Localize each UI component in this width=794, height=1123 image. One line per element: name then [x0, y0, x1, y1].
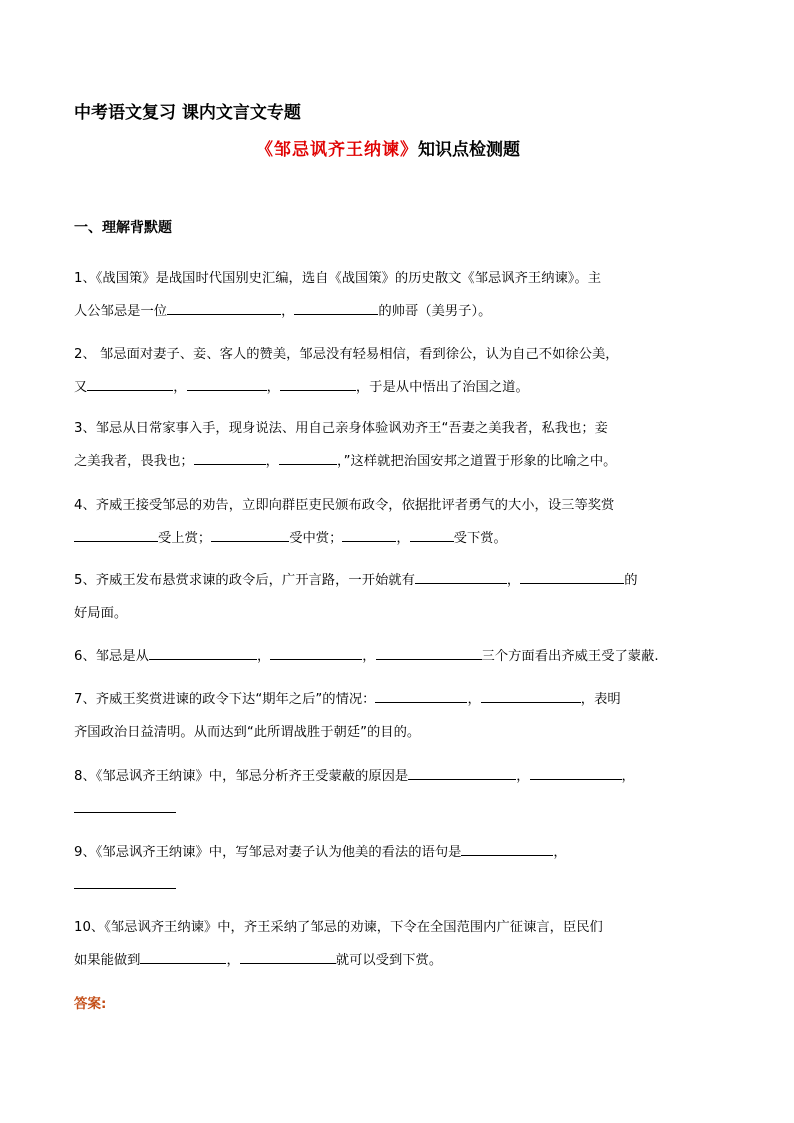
question-3-line-2: 之美我者，畏我也； ， ，”这样就把治国安邦之道置于形象的比喻之中。	[74, 445, 734, 478]
question-5-line-2: 好局面。	[74, 606, 128, 621]
answer-blank[interactable]	[74, 875, 176, 889]
answer-blank[interactable]	[187, 377, 267, 391]
question-8	[74, 760, 734, 826]
answer-blank[interactable]	[149, 646, 257, 660]
question-10-line-1: 10、《邹忌讽齐王纳谏》中，齐王采纳了邹忌的劝谏，下令在全国范围内广征谏言，臣民们	[74, 920, 603, 935]
question-3-line-1: 3、邹忌从日常家事入手，现身说法、用自己亲身体验讽劝齐王“吾妻之美我者，私我也；妾	[74, 421, 608, 436]
question-1	[74, 262, 734, 328]
question-5-line-1: 5、齐威王发布悬赏求谏的政令后，广开言路，一开始就有 ， 的	[74, 564, 734, 597]
answer-blank[interactable]	[74, 799, 176, 813]
answer-blank[interactable]	[167, 301, 281, 315]
question-2	[74, 338, 734, 404]
answer-blank[interactable]	[342, 528, 396, 542]
question-1-line-1: 1、《战国策》是战国时代国别史汇编，选自《战国策》的历史散文《邹忌讽齐王纳谏》。主	[74, 271, 602, 286]
answer-blank[interactable]	[140, 950, 226, 964]
answer-blank[interactable]	[481, 689, 581, 703]
question-3	[74, 412, 734, 478]
answer-blank[interactable]	[240, 950, 336, 964]
question-6-line-1: 6、邹忌是从 ， ， 三个方面看出齐威王受了蒙蔽.	[74, 640, 734, 673]
answer-blank[interactable]	[520, 570, 624, 584]
question-10-line-2: 如果能做到 ， 就可以受到下赏。	[74, 944, 734, 977]
question-10	[74, 911, 734, 977]
answer-blank[interactable]	[408, 766, 516, 780]
answer-blank[interactable]	[211, 528, 289, 542]
question-4	[74, 489, 734, 555]
question-7	[74, 683, 734, 749]
answer-blank[interactable]	[415, 570, 507, 584]
question-9-line-1: 9、《邹忌讽齐王纳谏》中，写邹忌对妻子认为他美的看法的语句是 ，	[74, 836, 734, 869]
question-8-line-2	[74, 793, 734, 826]
question-8-line-1: 8、《邹忌讽齐王纳谏》中，邹忌分析齐王受蒙蔽的原因是 ， ，	[74, 760, 734, 793]
series-title: 中考语文复习 课内文言文专题	[74, 103, 301, 123]
question-7-line-2: 齐国政治日益清明。从而达到“此所谓战胜于朝廷”的目的。	[74, 725, 421, 740]
answer-blank[interactable]	[279, 451, 337, 465]
answer-blank[interactable]	[74, 528, 158, 542]
answer-blank[interactable]	[194, 451, 266, 465]
question-7-line-1: 7、齐威王奖赏进谏的政令下达“期年之后”的情况： ， ，表明	[74, 683, 734, 716]
answer-blank[interactable]	[376, 646, 482, 660]
answer-blank[interactable]	[294, 301, 378, 315]
answer-blank[interactable]	[87, 377, 173, 391]
answers-label: 答案:	[74, 996, 107, 1012]
question-6	[74, 640, 734, 673]
section-heading: 一、理解背默题	[74, 220, 172, 236]
question-2-line-1: 2、 邹忌面对妻子、妾、客人的赞美，邹忌没有轻易相信，看到徐公，认为自己不如徐公美，	[74, 347, 619, 362]
question-9	[74, 836, 734, 902]
essay-title: 《邹忌讽齐王纳谏》	[256, 140, 418, 160]
question-9-line-2	[74, 869, 734, 902]
answer-blank[interactable]	[461, 842, 553, 856]
worksheet-title	[256, 135, 520, 160]
question-5	[74, 564, 734, 630]
answer-blank[interactable]	[270, 646, 362, 660]
answer-blank[interactable]	[280, 377, 356, 391]
question-4-line-2: 受上赏； 受中赏； ， 受下赏。	[74, 522, 734, 555]
question-2-line-2: 又 ， ， ，于是从中悟出了治国之道。	[74, 371, 734, 404]
answer-blank[interactable]	[375, 689, 467, 703]
worksheet-subtitle: 知识点检测题	[418, 140, 520, 160]
answer-blank[interactable]	[410, 528, 454, 542]
question-4-line-1: 4、齐威王接受邹忌的劝告，立即向群臣吏民颁布政令，依据批评者勇气的大小，设三等奖赏	[74, 498, 615, 513]
question-1-line-2: 人公邹忌是一位 ， 的帅哥（美男子）。	[74, 295, 734, 328]
answer-blank[interactable]	[530, 766, 622, 780]
